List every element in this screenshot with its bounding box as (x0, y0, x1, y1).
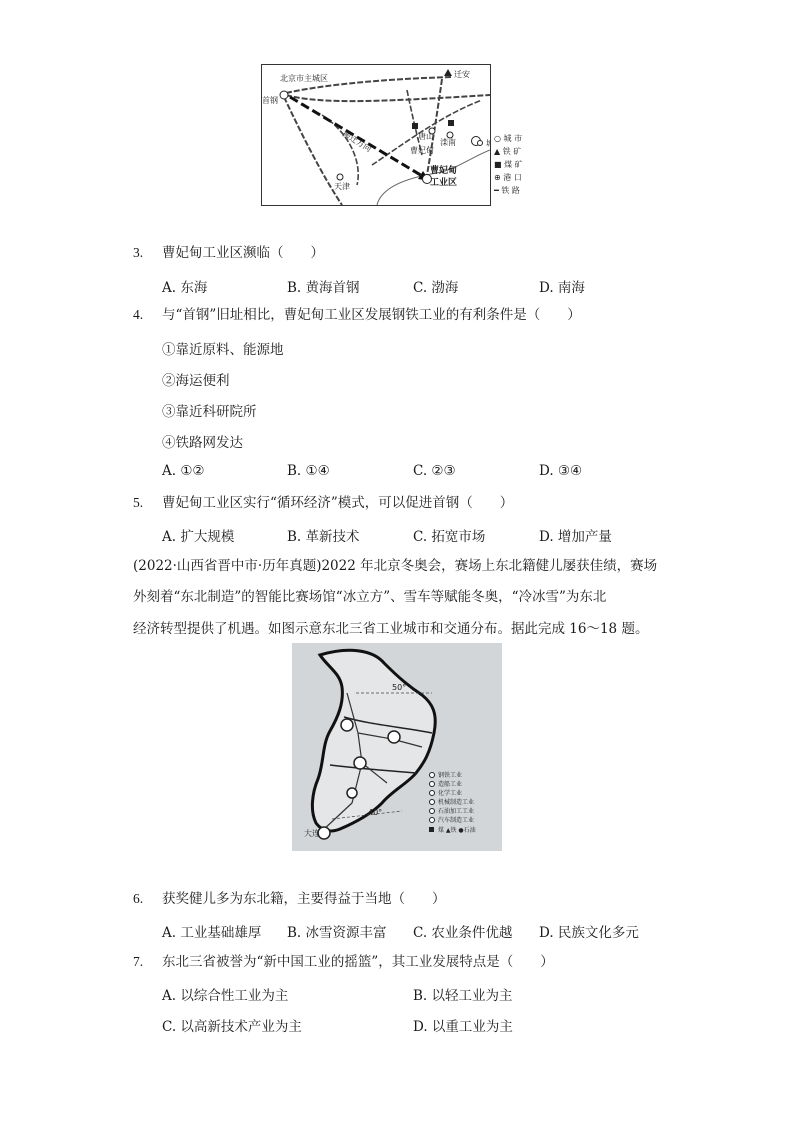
question-number: 5. (133, 495, 144, 510)
question-stem: 与“首钢”旧址相比，曹妃甸工业区发展钢铁工业的有利条件是（ ） (162, 307, 581, 323)
question-7 (133, 953, 554, 971)
label-cfd-zone-2: 工业区 (430, 178, 458, 188)
question-stem: 曹妃甸工业区实行“循环经济”模式，可以促进首钢（ ） (162, 495, 514, 511)
railway-line (286, 95, 490, 101)
q6-option-a[interactable]: A. 工业基础雄厚 (162, 925, 262, 941)
label-beijing: 北京市主城区 (280, 74, 328, 83)
label-migration: 搬迁方向 (340, 129, 373, 154)
q4-option-d[interactable]: D. ③④ (539, 463, 583, 479)
northeast-china-map (292, 643, 502, 851)
q4-option-a[interactable]: A. ①② (162, 463, 205, 479)
label-luannan: 滦南 (440, 138, 456, 147)
legend-machine: 机械制造工业 (438, 799, 475, 806)
q5-option-a[interactable]: A. 扩大规模 (162, 529, 235, 545)
q4-option-c[interactable]: C. ②③ (413, 463, 456, 479)
question-stem: 曹妃甸工业区濒临（ ） (162, 245, 324, 261)
q5-option-b[interactable]: B. 革新技术 (287, 529, 360, 545)
q7-option-c[interactable]: C. 以高新技术产业为主 (162, 1019, 302, 1035)
q5-option-c[interactable]: C. 拓宽市场 (413, 529, 486, 545)
coal-mine-marker (412, 123, 418, 129)
q5-option-d[interactable]: D. 增加产量 (539, 529, 612, 545)
question-number: 7. (133, 954, 144, 969)
legend-rail-text: 铁 路 (501, 186, 520, 195)
q6-option-c[interactable]: C. 农业条件优越 (413, 925, 513, 941)
question-6 (133, 890, 446, 908)
q7-option-d[interactable]: D. 以重工业为主 (413, 1019, 513, 1035)
coal-mine-marker (448, 120, 454, 126)
dalian-label: 大连 (304, 829, 320, 838)
legend-city (486, 138, 490, 148)
shougang-relocation-map (261, 64, 491, 206)
q6-option-b[interactable]: B. 冰雪资源丰富 (287, 925, 387, 941)
q3-option-a[interactable]: A. 东海 (162, 280, 208, 296)
question-number: 3. (133, 245, 144, 260)
city-marker (280, 91, 288, 99)
q7-option-a[interactable]: A. 以综合性工业为主 (162, 988, 289, 1004)
legend-rail-row: ━ 铁 路 (494, 186, 520, 195)
question-number: 6. (133, 891, 144, 906)
q6-option-d[interactable]: D. 民族文化多元 (539, 925, 639, 941)
question-4 (133, 306, 581, 324)
lat40-label: 40° (368, 808, 383, 817)
label-shougang: 首钢 (262, 96, 278, 105)
legend-city-text: 城 市 (503, 134, 523, 143)
city-marker (337, 174, 343, 180)
label-qianan: 迁安 (454, 70, 470, 79)
lat50-label: 50° (392, 683, 407, 692)
q4-option-b[interactable]: B. ①④ (287, 463, 330, 479)
industrial-city (354, 757, 366, 769)
q3-option-b[interactable]: B. 黄海首钢 (287, 280, 360, 296)
label-cfd-zone-1: 曹妃甸 (430, 166, 458, 176)
iron-mine-marker (444, 69, 452, 76)
legend-auto: 汽车制造工业 (438, 817, 475, 824)
q3-option-c[interactable]: C. 渤海 (413, 280, 459, 296)
industrial-city (341, 719, 353, 731)
legend-ship: 造船工业 (438, 781, 463, 788)
legend-resources: 煤 ▲铁 ●石油 (438, 827, 476, 834)
legend-steel: 钢铁工业 (438, 772, 463, 779)
map2-graphic (292, 643, 502, 851)
label-tangshan: 唐山 (418, 132, 434, 141)
q3-option-d[interactable]: D. 南海 (539, 280, 585, 296)
passage-line-1: (2022·山西省晋中市·历年真题)2022 年北京冬奥会，赛场上东北籍健儿屡获佳绩，赛场 (133, 558, 658, 574)
legend-port-text: 港 口 (503, 173, 522, 182)
legend-petro: 石油加工工业 (438, 808, 475, 815)
industrial-city (347, 788, 357, 798)
q4-item-4: ④铁路网发达 (162, 435, 243, 451)
legend-city-row: ○ 城 市 (494, 134, 523, 143)
q7-option-b[interactable]: B. 以轻工业为主 (413, 988, 513, 1004)
legend-iron-row: ▲ 铁 矿 (494, 147, 522, 156)
legend-chem: 化学工业 (438, 790, 463, 797)
legend-iron-text: 铁 矿 (502, 147, 522, 156)
legend-coal-row: ■ 煤 矿 (494, 160, 523, 169)
question-number: 4. (133, 307, 144, 322)
question-stem: 东北三省被誉为“新中国工业的摇篮”，其工业发展特点是（ ） (162, 954, 554, 970)
q4-item-2: ②海运便利 (162, 373, 230, 389)
q4-item-3: ③靠近科研院所 (162, 404, 257, 420)
passage-line-3: 经济转型提供了机遇。如图示意东北三省工业城市和交通分布。据此完成 16～18 题。 (133, 621, 649, 637)
passage-line-2: 外刻着“东北制造”的智能比赛场馆“冰立方”、雪车等赋能冬奥，“冷冰雪”为东北 (133, 589, 607, 605)
question-5 (133, 494, 514, 512)
question-stem: 获奖健儿多为东北籍，主要得益于当地（ ） (162, 891, 446, 907)
legend-coal-text: 煤 矿 (504, 160, 523, 169)
label-tianjin: 天津 (334, 182, 350, 191)
label-caofeidian: 曹妃甸 (410, 146, 434, 155)
industrial-city (388, 731, 400, 743)
q4-item-1: ①靠近原料、能源地 (162, 342, 284, 358)
map1-graphic (262, 65, 490, 205)
legend-port-row: ⊕ 港 口 (494, 173, 522, 182)
question-3 (133, 244, 324, 262)
